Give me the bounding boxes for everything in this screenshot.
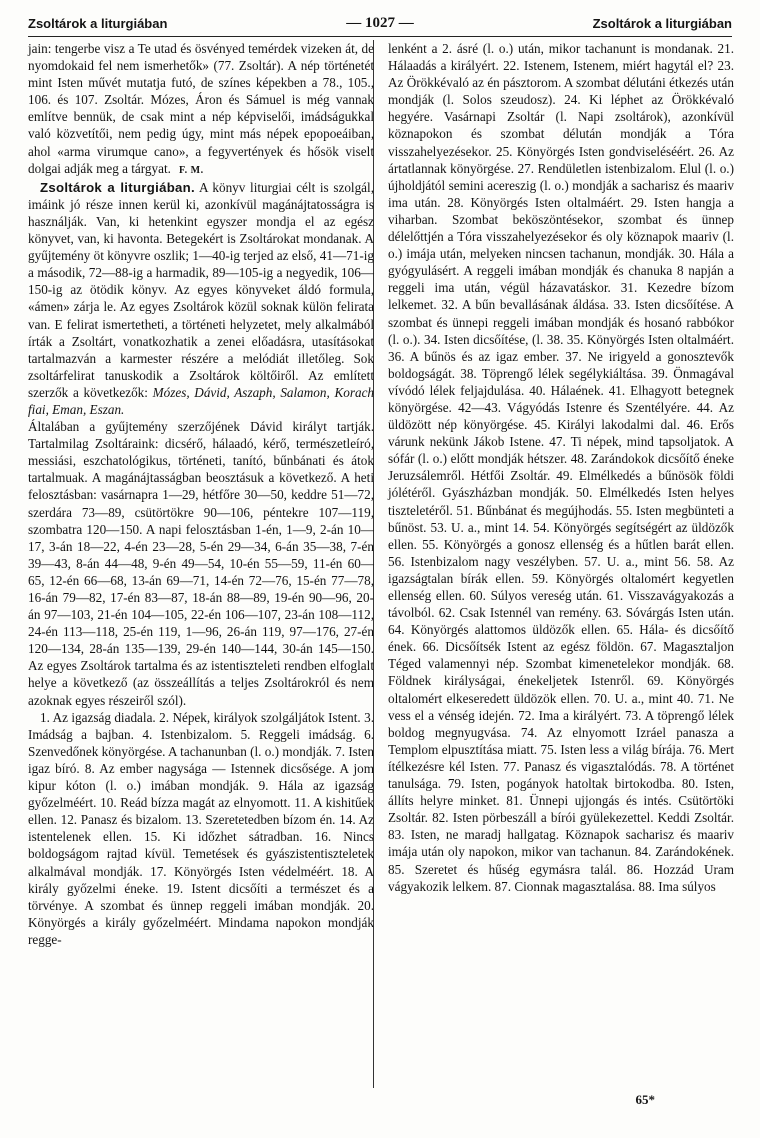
header-right-title: Zsoltárok a liturgiában [592,16,732,31]
section-heading: Zsoltárok a liturgiában. [40,179,196,195]
paragraph [28,418,374,709]
page-number: — 1027 — [346,15,414,31]
running-header [28,12,732,37]
paragraph [28,709,374,948]
paragraph [388,40,734,895]
left-column [28,40,374,948]
authors-list: Mózes, Dávid, Aszaph, Salamon, Korach fiai, Eman, Eszan. [28,384,375,417]
paragraph-text: jain: tengerbe visz a Te utad és ösvényed temérdek vizeken át, de nyomdokaid fel nem ismerhetők» (77. Zsoltár). A nép történetét mint Isten művét mutatja futó, de színes képekben a 78., 105., 106. és 107. Zsoltár. Mózes, Áron és Sámuel is még vannak említve bennük, de csak mint a nép képviselői, imádságukkal való közvetítői, nem pedig úgy, mint más népek epopoeáiban, ahol «arma virumque cano», a fegyvertények és hősök viselt dolgai adják meg a tárgyat. [28,41,374,176]
signature-mark: 65* [635,1092,655,1107]
header-left-title: Zsoltárok a liturgiában [28,16,168,31]
author-signature: F. M. [178,164,204,176]
paragraph-text: A könyv liturgiai célt is szolgál, imáink jó része innen kerül ki, azonkívül magánájtatosságra is használják. Van, ki hetenkint egyszer mondja el az egész könyvet, van, ki havonta. Betegekért is Zsoltárokat mondanak. A gyűjtemény öt könyvre oszlik; 1—40-ig terjed az első, 41—71-ig a második, 72—88-ig a harmadik, 89—105-ig a negyedik, 106—150-ig az ötödik könyv. Az egyes könyveket áldó formula, «ámen» zárja le. Az egyes Zsoltárok közül soknak külön felirata van. E felirat ismertetheti, a történeti helyzetet, mely alkalmából írták a Zsoltárt, vonatkozhatik a zenei előadásra, utasításokat tartalmazván a karmester részére a melódiát illetőleg. Sok zsoltárfelirat tanuskodik a Zsoltárok költőiről. Az említett szerzők a következők: [28,179,374,400]
right-column [388,40,734,895]
paragraph [28,179,374,418]
paragraph-text: lenként a 2. ásré (l. o.) után, mikor tachanunt is mondanak. 21. Hálaadás a királyért. 22. Istenem, Istenem, miért hagytál el? 23. Az Örökkévaló az én pásztorom. A szombat délutáni étkezés után mondják (l. Solos szeudosz). 24. Ki léphet az Örökkévaló hegyére. Vasárnapi Zsoltár (l. Napi zsoltárok), azonkívül köznapokon és szombat délután mondják a Tóra visszahelyezésekor. 25. Könyörgés Isten gondviseléséért. 26. Az ártatlannak könyörgése. 27. Rendületlen istenbizalom. Elul (l. o.) újholdjától semini acereszig (l. o.) mondják a sacharisz és maariv ima után. 28. Könyörgés Isten oltalmáért. 29. Isten hangja a viharban. Szombat beköszöntésekor, szombat és ünnep délelőttjén a Tóra visszahelyezésekor és oly köznapok maariv (l. o.) imája után, melyeken nincsen tachanun, mondják. 30. Hála a gyógyulásért. A reggeli imában mondják és chanuka 8 napján a reggeli ima után, végül házavatáskor. 31. Kezedre bízom lelkemet. 32. A bűn bevallásának áldása. 33. Isten dicsőítése. A szombat és ünnepi reggeli imában mondják és hosanó rabbókor (l. o.). 34. Isten dicsőítése, (l. 38. 35. Könyörgés Isten oltalmáért. 36. A bűnös és az igaz ember. 37. Ne irigyeld a gonosztevők boldogságát. 38. Töprengő lélek segélykiáltása. 39. Önmagával vívódó lélek feljajdulása. 40. Hálaének. 41. Elhagyott betegnek könyörgése. 42—43. Vágyódás Istenre és Szentélyére. 44. Az üldözött nép könyörgése. 45. Királyi lakodalmi dal. 46. Erős várunk nekünk Jákob Istene. 47. Ti népek, mind tapsoljatok. A sófár (l. o.) előtt mondják hétszer. 48. Zarándokok dicsőítő éneke Jeruzsálemről. Hétfői Zsoltár. 49. Elmélkedés a bűnösök földi jólétéről. Gyászházban mondják. 50. Elmélkedés Isten helyes tiszteletéről. 51. Bűnbánat és megújhodás. 55. Isten megbünteti a bűnöst. 53. U. a., mint 14. 54. Könyörgés segítségért az üldözők ellen. 55. Könyörgés a gonosz ellenség és a hűtlen barát ellen. 56. Istenbizalom nagy veszélyben. 57. U. a., mint 56. 58. Az igazságtalan bírák ellen. 59. Könyörgés oltalomért kegyetlen ellenség ellen. 60. Súlyos vereség után. 61. Visszavágyakozás a távolból. 62. Csak Istennél van remény. 63. Sóvárgás Isten után. 64. Könyörgés alattomos üldözők ellen. 65. Hála- és dicsőítő ének. 66. Dicsőítsék Istent az egész földön. 67. Magasztaljon Téged valamennyi nép. Szombat kimenetelekor mondják. 68. Földnek királyságai, énekeljetek Istenről. 69. Könyörgés oltalomért elkeseredett üldözök ellen. 70. U. a., mint 40. 71. Ne vess el a vénség idején. 72. Ima a királyért. 73. A töprengő lélek boldog megnyugvása. 74. Az elnyomott Izráel panasza a Templom elpusztítása miatt. 75. Isten less a világ bírája. 76. Mert ítélkezésre kél Isten. 77. Panasz és vigasztalódás. 78. A történet tanulsága. 79. Isten, pogányok hatoltak birtokodba. 80. Isten, állíts helyre minket. 81. Ünnepi ujjongás és intés. Csütörtöki Zsoltár. 82. Isten pörbeszáll a bírói gyülekezettel. Keddi Zsoltár. 83. Isten, ne maradj hallgatag. Köznapok sacharisz és maariv imája után oly napokon, mikor van tachanun. 84. Zarándokének. 85. Szeretet és hűség egymásra talál. 86. Hozzád Uram vágyakozik lelkem. 87. Cionnak magasztalása. 88. Ima súlyos [388,41,734,894]
paragraph [28,40,374,179]
paragraph-text: 1. Az igazság diadala. 2. Népek, királyok szolgáljátok Istent. 3. Imádság a bajban. 4. Istenbizalom. 5. Reggeli imádság. 6. Szenvedőnek könyörgése. A tachanunban (l. o.) mondják. 7. Isten igaz bíró. 8. Az ember nagysága — Istennek dicsősége. A jom kipur kóton (l. o.) imában mondják. 9. Hála az igazság győzelméért. 10. Reád bízza magát az elnyomott. 11. A kishitűek ellen. 12. Panasz és bizalom. 13. Szeretetedben bízom én. 14. Az istentelenek ellen. 15. Ki időzhet sátradban. 16. Nincs boldogságom rajtad kívül. Temetések és gyászistentiszteletek alkalmával mondják. 17. Könyörgés Isten védelméért. 18. A király győzelmi éneke. 19. Istent dicsőíti a természet és a törvénye. A szombat és ünnep reggeli imában mondják. 20. Könyörgés a király győzelméért. Mindama napokon mondják regge- [28,709,374,947]
paragraph-text: Általában a gyűjtemény szerzőjének Dávid királyt tartják. Tartalmilag Zsoltáraink: dicsérő, hálaadó, kérő, természetleíró, messiási, eszchatológikus, történeti, tanító, bűnbánati és átok tartalmuak. A magánájtasságban beosztásuk a következő. A heti felosztásban: vasárnapra 1—29, hétfőre 30—50, keddre 51—72, szerdára 73—89, csütörtökre 90—106, péntekre 107—119, szombatra 120—150. A napi felosztásban 1-én, 1—9, 2-án 10—17, 3-án 18—22, 4-én 23—28, 5-én 29—34, 6-án 35—38, 7-én 39—43, 8-án 44—48, 9-én 49—54, 10-én 55—59, 11-én 60—65, 12-én 66—68, 13-án 69—71, 14-én 72—76, 15-én 77—78, 16-án 79—82, 17-én 83—87, 18-án 88—89, 19-én 90—96, 20-án 97—103, 21-én 104—105, 22-én 106—107, 23-án 108—112, 24-én 113—118, 25-én 119, 1—96, 26-án 119, 97—176, 27-én 120—134, 28-án 135—139, 29-én 140—144, 30-án 145—150. Az egyes Zsoltárok tartalma és az istentiszteleti rendben elfoglalt helye a következő (az összeállítás a teljes Zsoltárokról és nem azoknak egyes részeiről szól). [28,419,374,708]
